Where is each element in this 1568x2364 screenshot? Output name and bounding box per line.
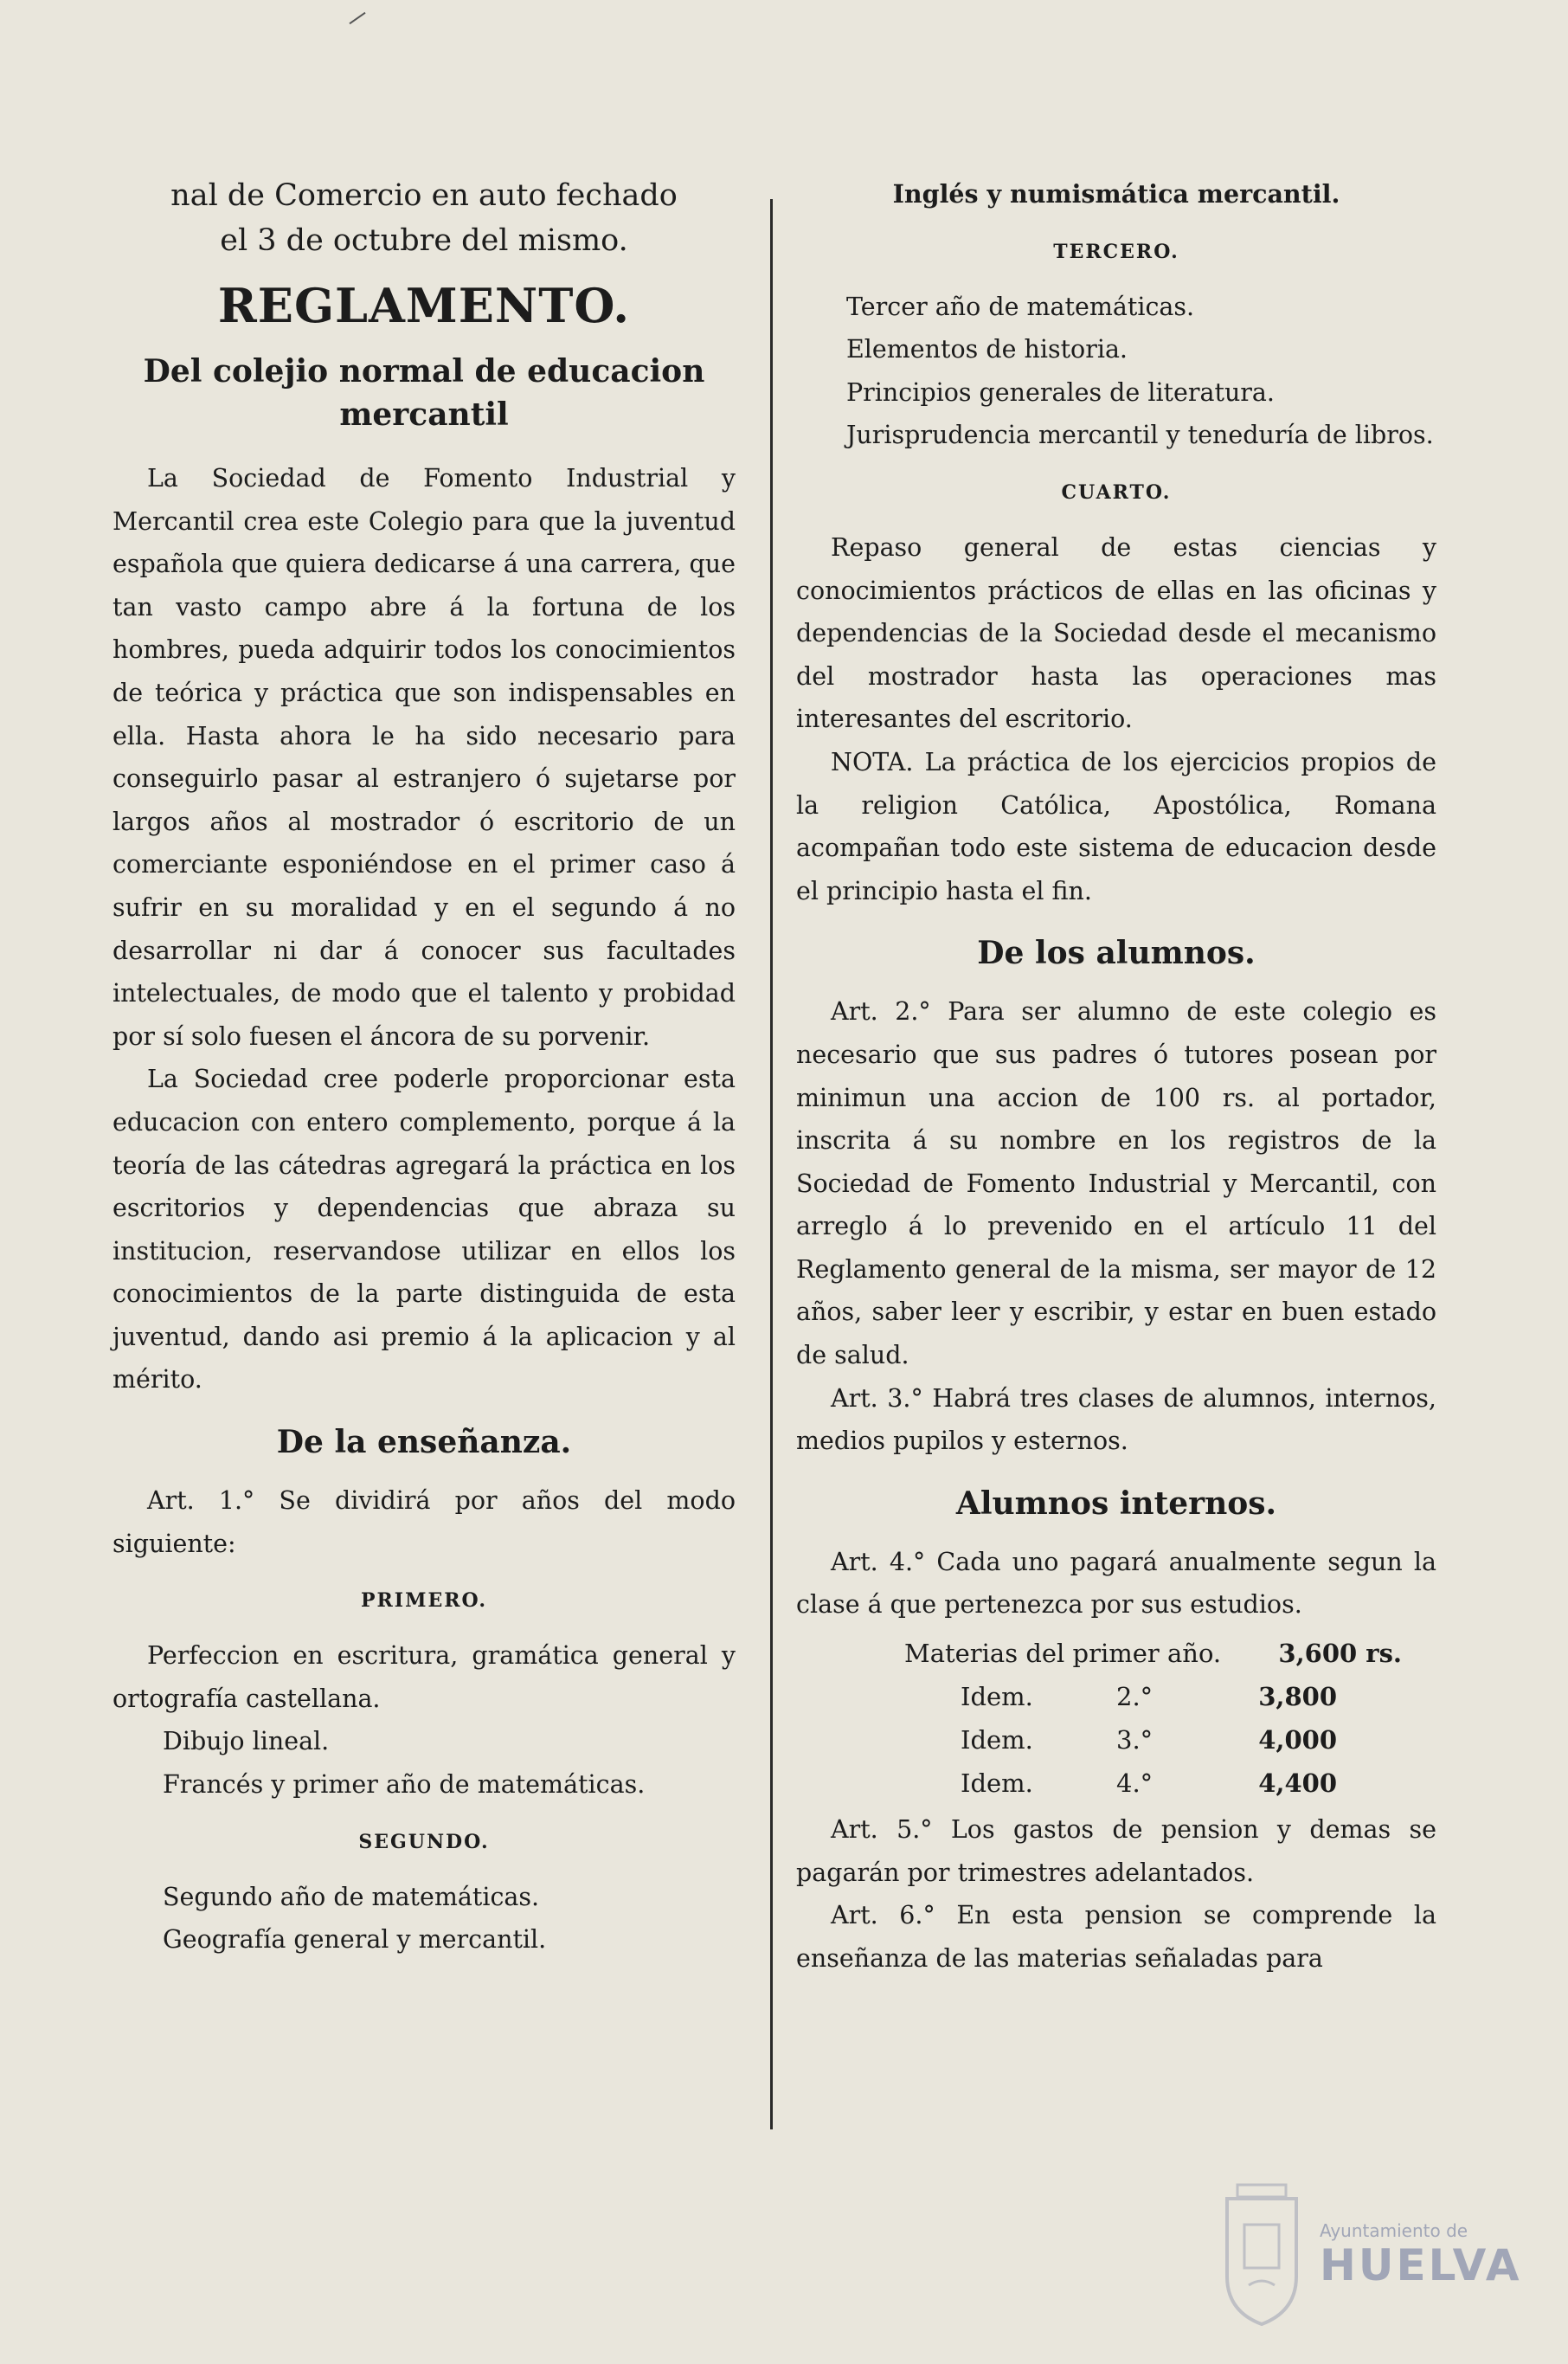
fee-label: Idem. [961,1725,1033,1755]
article-5: Art. 5.° Los gastos de pension y demas se pagarán por trimestres adelantados. [796,1815,1436,1887]
paragraph-cuarto: Repaso general de estas ciencias y conocimientos prácticos de ellas en las oficinas y dependencias de la Sociedad desde el mecanismo del mostrador hasta las operaciones mas interesantes del escritorio. [796,532,1436,734]
watermark-line-2: HUELVA [1320,2240,1522,2290]
fees-row [796,1718,1436,1762]
fees-row [796,1675,1436,1718]
paragraph-intro: La Sociedad de Fomento Industrial y Mercantil crea este Colegio para que la juventud española que quiera dedicarse á una carrera, que tan vasto campo abre á la fortuna de los hombres, pueda adquirir todos los conocimientos de teórica y práctica que son indispensables en ella. Hasta ahora le ha sido necesario para conseguirlo pasar al estranjero ó sujetarse por largos años al mostrador ó escritorio de un comerciante esponiéndose en el primer caso á sufrir en su moralidad y en el segundo á no desarrollar ni dar á conocer sus facultades intelectuales, de modo que el talento y probidad por sí solo fuesen el áncora de su porvenir. [112,464,736,1051]
list-item: Jurisprudencia mercantil y teneduría de libros. [846,421,1434,450]
fee-year: 3.° [1116,1725,1154,1755]
fee-label: Idem. [961,1768,1033,1799]
list-item: Principios generales de literatura. [846,377,1275,407]
article-2: Art. 2.° Para ser alumno de este colegio es necesario que sus padres ó tutores posean por minimun una accion de 100 rs. al portador, inscrita á su nombre en los registros de la Sociedad de Fomento Industrial y Mercantil, con arreglo á lo prevenido en el artículo 11 del Reglamento general de la misma, ser mayor de 12 años, saber leer y escribir, y estar en buen estado de salud. [796,997,1436,1370]
fee-label: Materias del primer año. [904,1639,1222,1669]
fee-year: 4.° [1116,1768,1154,1799]
continuation-line-1: nal de Comercio en auto fechado [170,178,678,213]
section-heading-ensenanza: De la enseñanza. [276,1424,572,1461]
fees-row [796,1632,1436,1675]
subheading-segundo: SEGUNDO. [358,1830,490,1853]
crest-icon [1210,2181,1314,2329]
list-item: Perfeccion en escritura, gramática general y ortografía castellana. [112,1641,736,1713]
fee-amount: 3,600 rs. [1278,1639,1402,1669]
subheading-primero: PRIMERO. [360,1589,488,1613]
left-column [112,173,736,1961]
list-item: Francés y primer año de matemáticas. [163,1770,646,1800]
article-1: Art. 1.° Se dividirá por años del modo siguiente: [112,1486,736,1558]
article-4: Art. 4.° Cada uno pagará anualmente segun la clase á que pertenezca por sus estudios. [796,1547,1436,1620]
subheading-tercero: TERCERO. [1053,240,1179,263]
fees-table [796,1632,1436,1805]
fee-amount: 4,000 [1258,1725,1337,1755]
paragraph-second: La Sociedad cree poderle proporcionar esta educacion con entero complemento, porque á la teoría de las cátedras agregará la práctica en los escritorios y dependencias que abraza su institucion, reservandose utilizar en ellos los conocimientos de la parte distinguida de esta juventud, dando asi premio á la aplicacion y al mérito. [112,1065,736,1395]
list-item: Geografía general y mercantil. [163,1925,547,1955]
watermark-line-1: Ayuntamiento de [1320,2220,1468,2241]
document-subtitle: Del colejio normal de educacion mercantil [143,353,705,433]
list-item: Dibujo lineal. [163,1727,330,1756]
list-item: Segundo año de matemáticas. [163,1882,540,1911]
subheading-cuarto: CUARTO. [1061,480,1172,504]
document-title: REGLAMENTO. [217,278,631,333]
section-heading-alumnos: De los alumnos. [977,935,1256,972]
fees-row [796,1762,1436,1805]
right-column [796,173,1436,1980]
fee-amount: 4,400 [1258,1768,1337,1799]
watermark-logo [1320,2220,1522,2290]
article-3: Art. 3.° Habrá tres clases de alumnos, internos, medios pupilos y esternos. [796,1383,1436,1456]
column-divider [770,199,773,2129]
corner-mark [349,12,365,24]
list-item: Elementos de historia. [846,335,1128,364]
fee-label: Idem. [961,1682,1033,1712]
nota-paragraph: NOTA. La práctica de los ejercicios propios de la religion Católica, Apostólica, Romana acompañan todo este sistema de educacion desde el principio hasta el fin. [796,747,1436,905]
article-6: Art. 6.° En esta pension se comprende la enseñanza de las materias señaladas para [796,1901,1436,1973]
section-heading-internos: Alumnos internos. [955,1485,1277,1522]
continuation-line-2: el 3 de octubre del mismo. [220,223,628,258]
continuation-line: Inglés y numismática mercantil. [892,179,1340,209]
fee-year: 2.° [1116,1682,1154,1712]
list-item: Tercer año de matemáticas. [846,292,1195,321]
fee-amount: 3,800 [1258,1682,1337,1712]
